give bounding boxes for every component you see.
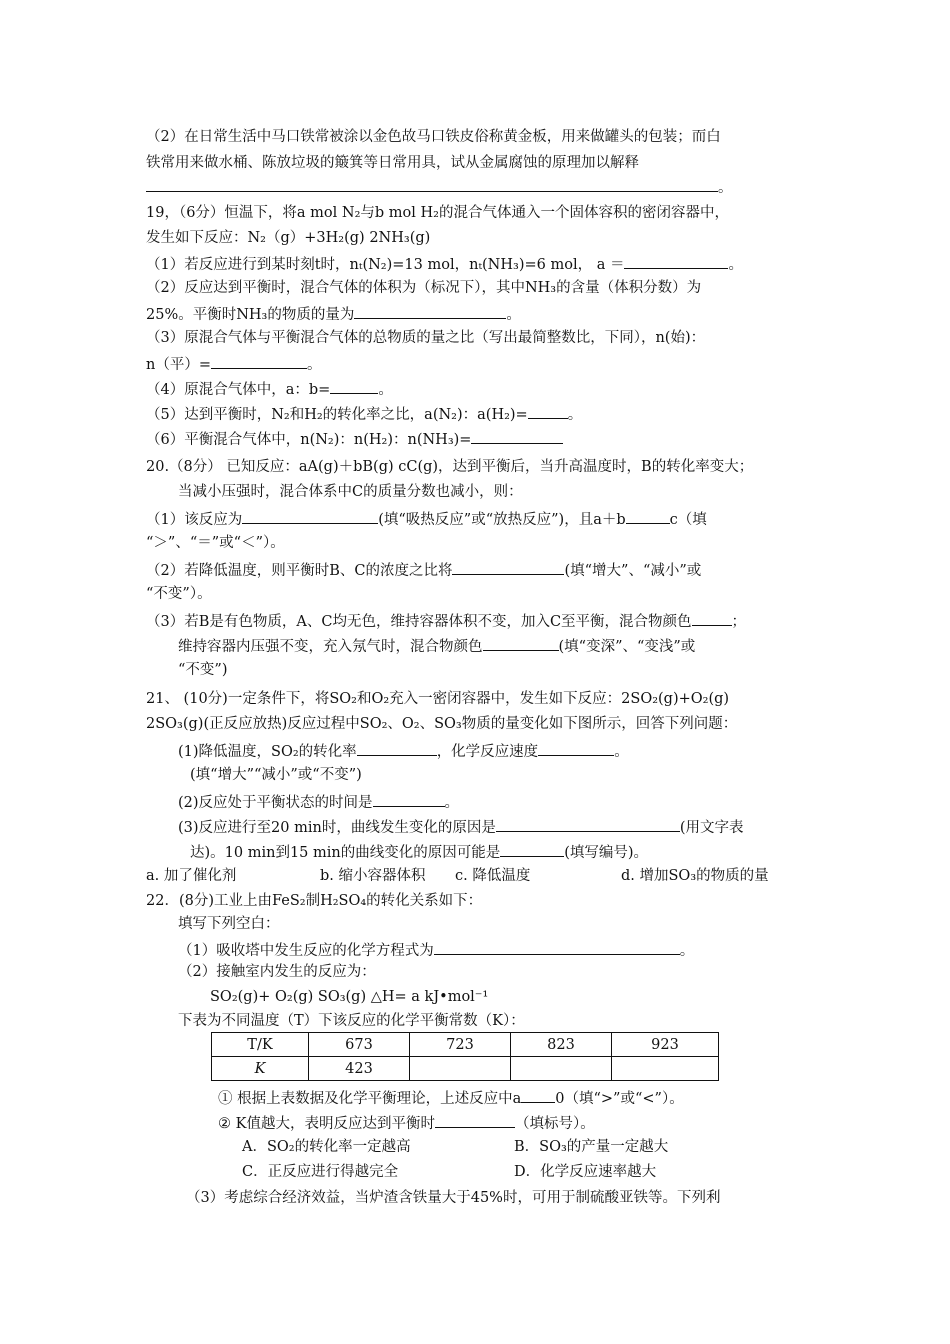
q19-part3-line1: （3）原混合气体与平衡混合气体的总物质的量之比（写出最简整数比，下同），n(始)： (146, 330, 706, 346)
q21-option-d: d. 增加SO₃的物质的量 (621, 868, 769, 884)
q22-option-D: D．化学反应速率越大 (514, 1164, 657, 1180)
q22-option-A: A．SO₂的转化率一定越高 (242, 1139, 411, 1155)
q22-part2: （2）接触室内发生的反应为： (178, 964, 376, 980)
q21-part1: (1)降低温度，SO₂的转化率 ，化学反应速度 。 (178, 740, 629, 762)
q21-part2: (2)反应处于平衡状态的时间是 。 (178, 791, 459, 813)
q20-line2: 当减小压强时，混合体系中C的质量分数也减小，则： (178, 484, 523, 500)
q19-part2-line2: 25%。平衡时NH₃的物质的量为 。 (146, 303, 521, 325)
table-cell: 423 (309, 1057, 410, 1081)
q21-line2: 2SO₃(g)(正反应放热)反应过程中SO₂、O₂、SO₃物质的量变化如下图所示，回答下列问题： (146, 716, 738, 732)
answer-blank[interactable] (242, 508, 378, 524)
answer-blank[interactable] (496, 816, 680, 832)
q18-2-answer-line: 。 (146, 176, 733, 198)
q22-sub2: ② K值越大，表明反应达到平衡时 （填标号）。 (218, 1112, 595, 1134)
table-header-label: T/K (212, 1033, 309, 1057)
table-cell (410, 1057, 511, 1081)
q20-part1-line1: （1）该反应为 (填“吸热反应”或“放热反应”)，且a＋b c（填 (146, 508, 707, 530)
q21-part3-line2: 达)。10 min到15 min的曲线变化的原因可能是 (填写编号)。 (190, 841, 648, 863)
q19-part4: （4）原混合气体中，a：b= 。 (146, 378, 393, 400)
q22-part3: （3）考虑综合经济效益，当炉渣含铁量大于45%时，可用于制硫酸亚铁等。下列利 (186, 1190, 721, 1206)
q19-part5: （5）达到平衡时，N₂和H₂的转化率之比，a(N₂)：a(H₂)= 。 (146, 403, 582, 425)
answer-blank[interactable] (373, 791, 445, 807)
q18-2-line1: （2）在日常生活中马口铁常被涂以金色故马口铁皮俗称黄金板，用来做罐头的包装；而白 (146, 129, 721, 145)
answer-blank[interactable] (483, 635, 559, 651)
q20-line1: 20.（8分） 已知反应：aA(g)＋bB(g) cC(g)，达到平衡后，当升高温度时，B的转化率变大； (146, 459, 754, 475)
q22-sub1: ① 根据上表数据及化学平衡理论，上述反应中a 0（填“>”或“<”）。 (218, 1087, 684, 1109)
q21-option-b: b. 缩小容器体积 (320, 868, 426, 884)
q19-part1: （1）若反应进行到某时刻t时，nₜ(N₂)=13 mol，nₜ(NH₃)=6 mol， a ＝ 。 (146, 253, 743, 275)
answer-blank[interactable] (538, 740, 614, 756)
table-row-label: K (212, 1057, 309, 1081)
table-cell (612, 1057, 719, 1081)
q22-part1: （1）吸收塔中发生反应的化学方程式为 。 (178, 939, 694, 961)
answer-blank[interactable] (624, 253, 728, 269)
q22-line2: 填写下列空白： (178, 916, 280, 932)
table-cell: 823 (511, 1033, 612, 1057)
q19-line2: 发生如下反应：N₂（g）+3H₂(g) 2NH₃(g) (146, 230, 431, 246)
q20-part1-line2: “＞”、“＝”或“＜”）。 (146, 535, 285, 551)
q22-line1: 22．(8分)工业上由FeS₂制H₂SO₄的转化关系如下： (146, 893, 483, 909)
q19-part3-line2: n（平）= 。 (146, 353, 322, 375)
q19-part2-line1: （2）反应达到平衡时，混合气体的体积为（标况下），其中NH₃的含量（体积分数）为 (146, 280, 702, 296)
q20-part2-line2: “不变”）。 (146, 586, 212, 602)
q22-option-C: C．正反应进行得越完全 (242, 1164, 399, 1180)
q19-part6: （6）平衡混合气体中，n(N₂)：n(H₂)：n(NH₃)= (146, 428, 563, 450)
equilibrium-constant-table (211, 1032, 719, 1081)
answer-blank[interactable] (521, 1087, 555, 1103)
answer-blank[interactable] (211, 353, 307, 369)
answer-blank[interactable] (692, 610, 732, 626)
answer-blank[interactable] (357, 740, 437, 756)
q21-part1-hint: (填“增大”“减小”或“不变”) (190, 767, 362, 783)
q22-table-intro: 下表为不同温度（T）下该反应的化学平衡常数（K）： (178, 1013, 525, 1029)
q21-line1: 21、 (10分)一定条件下，将SO₂和O₂充入一密闭容器中，发生如下反应：2SO₂(g)+O₂(g) (146, 691, 730, 707)
table-row-temperature (212, 1033, 719, 1057)
table-cell (511, 1057, 612, 1081)
q22-option-B: B．SO₃的产量一定越大 (514, 1139, 669, 1155)
table-row-k (212, 1057, 719, 1081)
q18-2-line2: 铁常用来做水桶、陈放垃圾的簸箕等日常用具，试从金属腐蚀的原理加以解释 (146, 155, 639, 171)
answer-blank[interactable] (434, 939, 680, 955)
q19-line1: 19，（6分）恒温下，将a mol N₂与b mol H₂的混合气体通入一个固体容积的密闭容器中， (146, 205, 729, 221)
answer-blank[interactable] (500, 841, 564, 857)
table-cell: 723 (410, 1033, 511, 1057)
q21-option-a: a. 加了催化剂 (146, 868, 237, 884)
table-cell: 923 (612, 1033, 719, 1057)
answer-blank[interactable] (452, 559, 564, 575)
q20-part3-line1: （3）若B是有色物质，A、C均无色，维持容器体积不变，加入C至平衡，混合物颜色 ； (146, 610, 746, 632)
answer-blank[interactable] (471, 428, 563, 444)
answer-blank[interactable] (354, 303, 506, 319)
table-cell: 673 (309, 1033, 410, 1057)
q21-option-c: c. 降低温度 (455, 868, 531, 884)
q20-part3-line2: 维持容器内压强不变，充入氖气时，混合物颜色 (填“变深”、“变浅”或 (178, 635, 695, 657)
answer-blank[interactable] (330, 378, 378, 394)
answer-blank[interactable] (626, 508, 670, 524)
answer-blank[interactable] (528, 403, 568, 419)
q20-part2-line1: （2）若降低温度，则平衡时B、C的浓度之比将 (填“增大”、“减小”或 (146, 559, 701, 581)
q22-equation: SO₂(g)+ O₂(g) SO₃(g) △H= a kJ•mol⁻¹ (210, 989, 489, 1005)
answer-blank[interactable] (146, 176, 718, 192)
q21-part3-line1: (3)反应进行至20 min时，曲线发生变化的原因是 (用文字表 (178, 816, 744, 838)
q20-part3-line3: “不变”) (178, 662, 228, 678)
answer-blank[interactable] (435, 1112, 515, 1128)
